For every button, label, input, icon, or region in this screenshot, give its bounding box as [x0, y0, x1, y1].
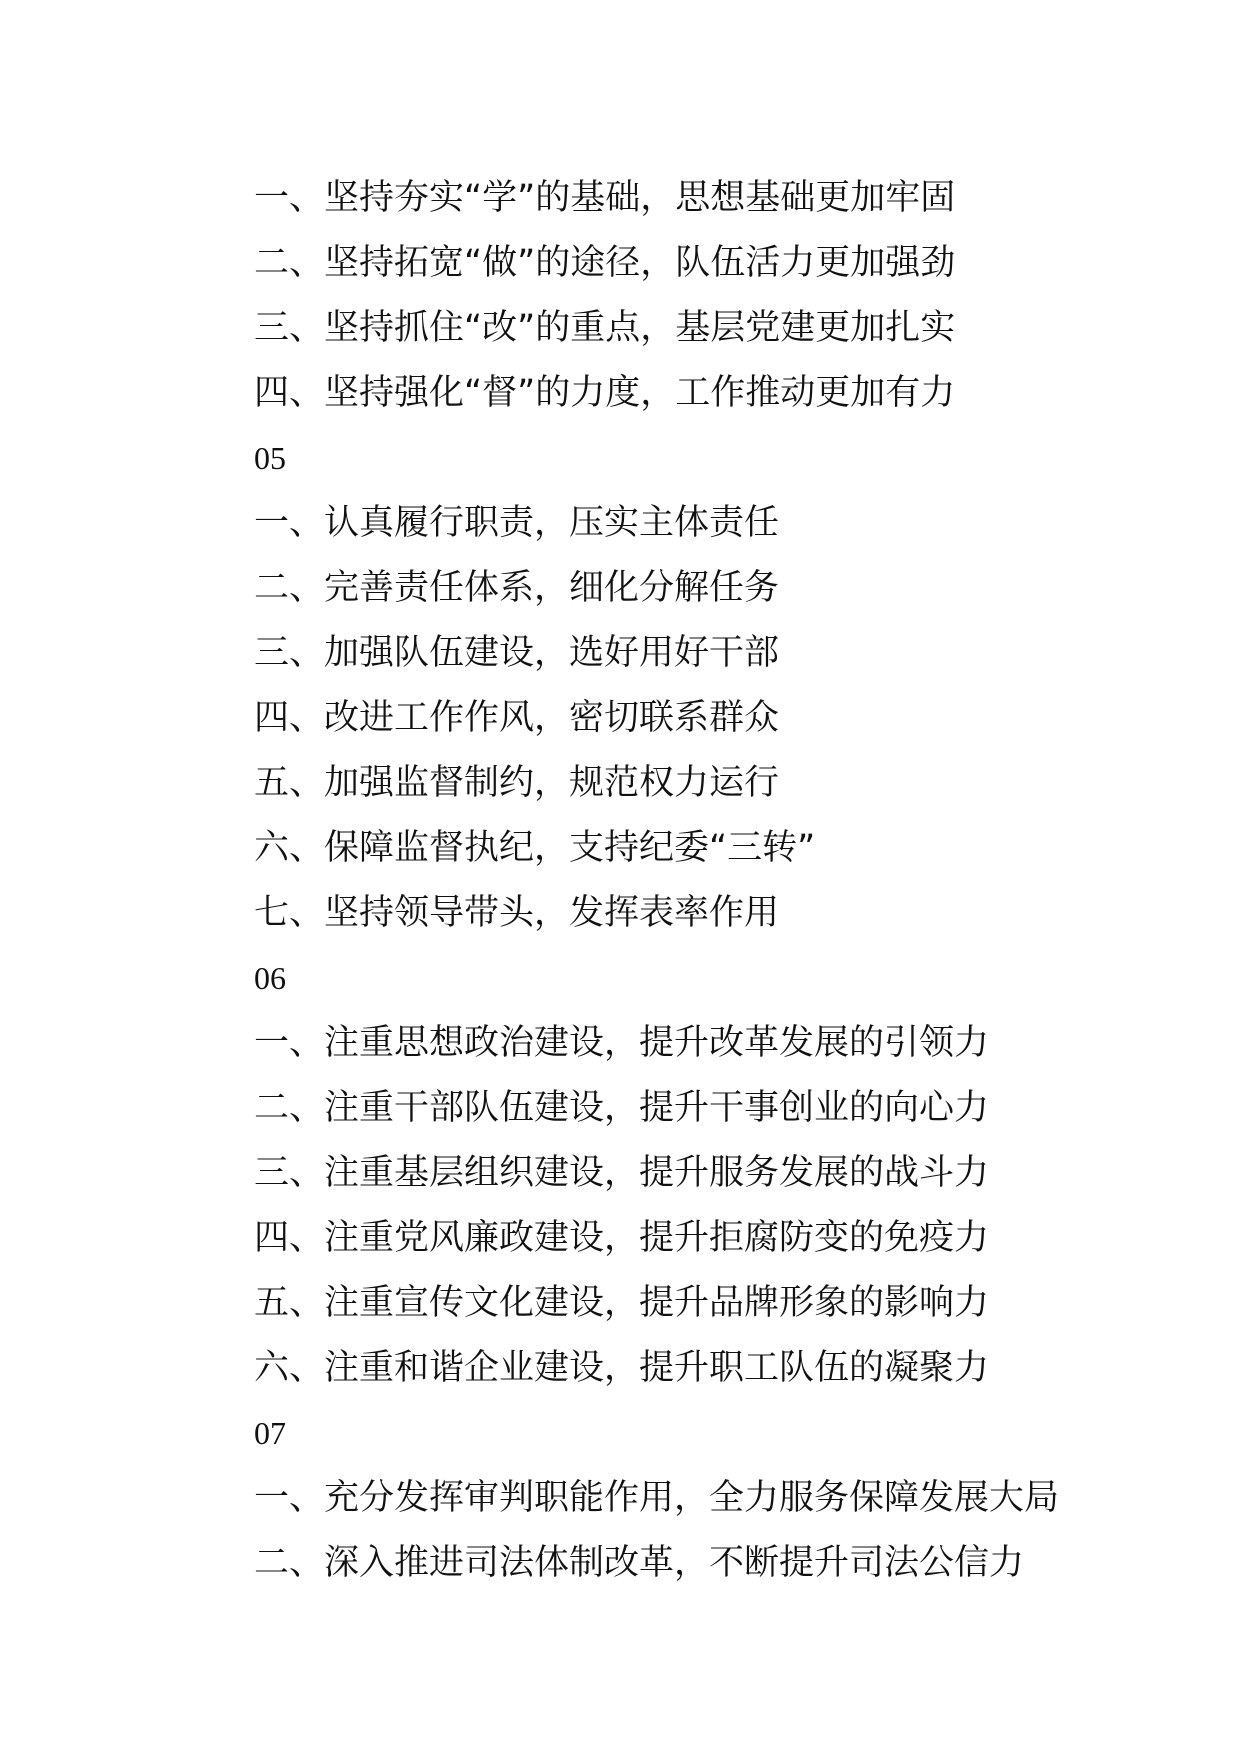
outline-item: 一、认真履行职责，压实主体责任	[254, 503, 780, 543]
outline-item: 七、坚持领导带头，发挥表率作用	[254, 893, 780, 933]
outline-item: 一、充分发挥审判职能作用，全力服务保障发展大局	[254, 1478, 1060, 1518]
outline-item: 二、完善责任体系，细化分解任务	[254, 568, 780, 608]
outline-item: 六、保障监督执纪，支持纪委“三转”	[254, 828, 816, 868]
outline-item: 一、注重思想政治建设，提升改革发展的引领力	[254, 1023, 990, 1063]
outline-item: 五、注重宣传文化建设，提升品牌形象的影响力	[254, 1283, 990, 1323]
outline-list	[254, 166, 1154, 1596]
section-number: 06	[254, 960, 286, 996]
outline-item: 三、注重基层组织建设，提升服务发展的战斗力	[254, 1153, 990, 1193]
outline-item: 二、坚持拓宽“做”的途径，队伍活力更加强劲	[254, 243, 956, 283]
outline-item: 二、注重干部队伍建设，提升干事创业的向心力	[254, 1088, 990, 1128]
outline-item: 三、加强队伍建设，选好用好干部	[254, 633, 780, 673]
outline-item: 四、坚持强化“督”的力度，工作推动更加有力	[254, 373, 956, 413]
outline-item: 四、改进工作作风，密切联系群众	[254, 698, 780, 738]
section-number: 07	[254, 1415, 286, 1451]
outline-item: 六、注重和谐企业建设，提升职工队伍的凝聚力	[254, 1348, 990, 1388]
outline-item: 一、坚持夯实“学”的基础，思想基础更加牢固	[254, 178, 956, 218]
outline-item: 五、加强监督制约，规范权力运行	[254, 763, 780, 803]
outline-item: 四、注重党风廉政建设，提升拒腐防变的免疫力	[254, 1218, 990, 1258]
outline-item: 二、深入推进司法体制改革，不断提升司法公信力	[254, 1543, 1025, 1583]
outline-item: 三、坚持抓住“改”的重点，基层党建更加扎实	[254, 308, 956, 348]
section-number: 05	[254, 440, 286, 476]
